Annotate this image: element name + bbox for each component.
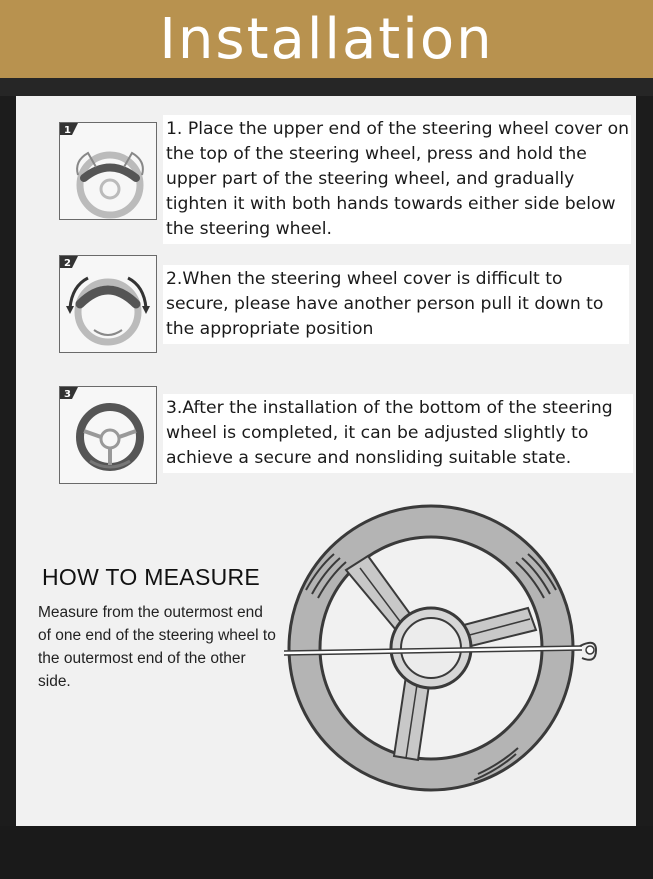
step-2-text: 2.When the steering wheel cover is difficult to secure, please have another person pull it down to the appropriate position — [163, 265, 629, 344]
step-3-number: 3 — [64, 389, 71, 400]
step-3-text: 3.After the installation of the bottom of the steering wheel is completed, it can be adjusted slightly to achieve a secure and nonsliding suitable state. — [163, 394, 633, 473]
step-2-thumbnail — [59, 255, 157, 353]
title-banner — [0, 0, 653, 78]
measure-description: Measure from the outermost end of one end of the steering wheel to the outermost end of the other side. — [38, 604, 276, 690]
step-3-thumbnail — [59, 386, 157, 484]
step-1-number: 1 — [64, 125, 71, 136]
divider-strip — [0, 78, 653, 96]
step-1-thumbnail — [59, 122, 157, 220]
steering-wheel-measure-illustration — [278, 498, 608, 804]
step-1-text: 1. Place the upper end of the steering wheel cover on the top of the steering wheel, press and hold the upper part of the steering wheel, and gradually tighten it with both hands towards either side below the steering wheel. — [163, 115, 631, 244]
measure-heading: HOW TO MEASURE — [42, 564, 261, 590]
steering-wheel-hands-icon — [60, 123, 156, 219]
step-2-number: 2 — [64, 258, 71, 269]
page-title: Installation — [159, 6, 494, 72]
steering-wheel-adjust-icon — [60, 387, 156, 483]
steering-wheel-pull-icon — [60, 256, 156, 352]
bottom-strip — [0, 826, 653, 879]
